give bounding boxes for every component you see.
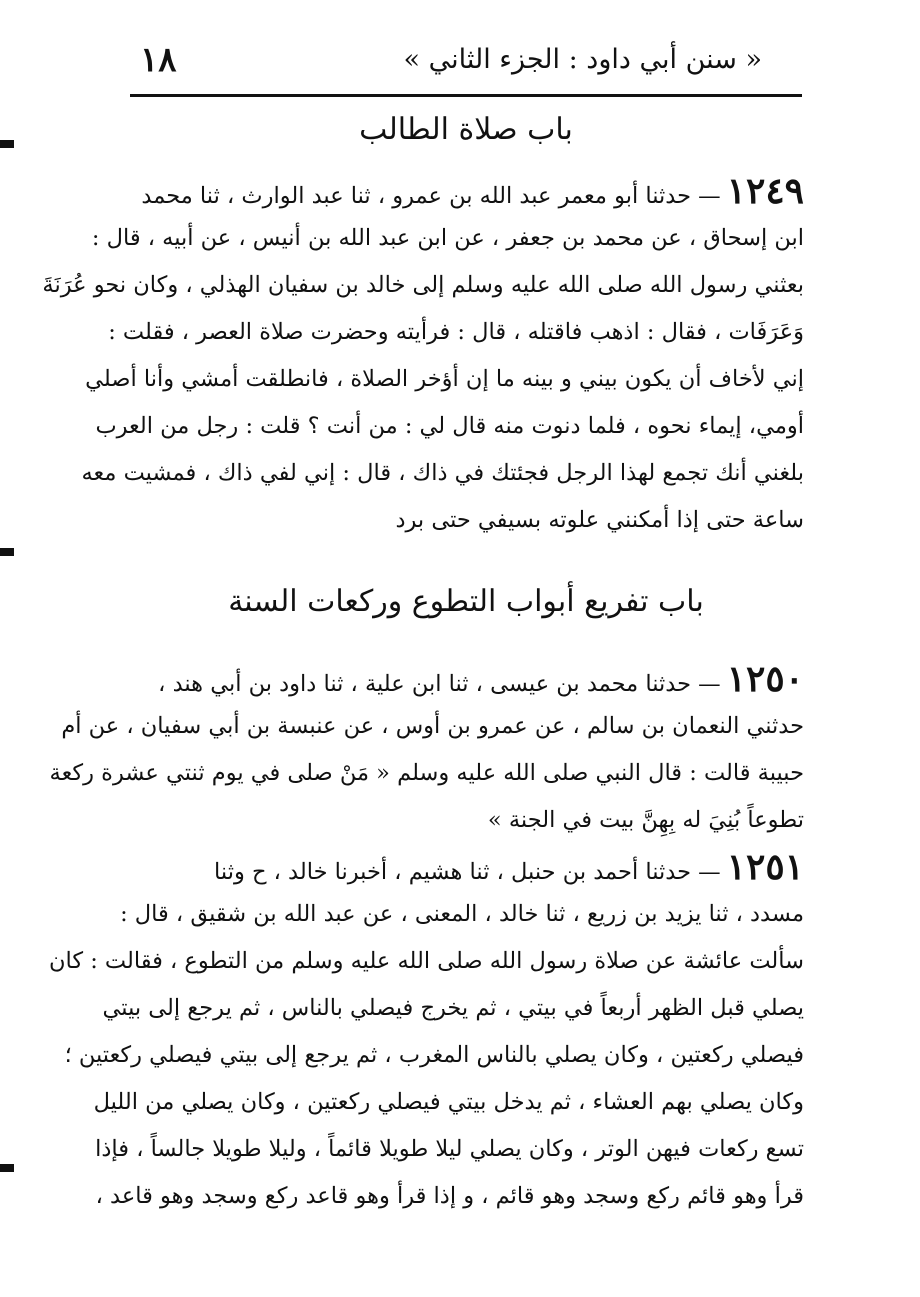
text-line: وكان يصلي بهم العشاء ، ثم يدخل بيتي فيصلي ركعتين ، وكان يصلي من الليل — [93, 1089, 804, 1115]
binding-mark — [0, 1164, 14, 1172]
hadith-line — [128, 168, 804, 215]
text-line: ساعة حتى إذا أمكنني علوته بسيفي حتى برد — [395, 507, 804, 533]
hadith-line — [128, 844, 804, 891]
hadith-number: ١٢٥١ — [726, 846, 804, 888]
section-title-seeker-prayer: باب صلاة الطالب — [359, 112, 573, 147]
text-line: أومي، إيماء نحوه ، فلما دنوت منه قال لي : من أنت ؟ قلت : رجل من العرب — [95, 413, 804, 439]
binding-mark — [0, 140, 14, 148]
hadith-number: ١٢٥٠ — [726, 658, 804, 700]
text-line: تسع ركعات فيهن الوتر ، وكان يصلي ليلا طويلا قائماً ، وليلا طويلا جالساً ، فإذا — [95, 1136, 804, 1162]
text-line: يصلي قبل الظهر أربعاً في بيتي ، ثم يخرج فيصلي بالناس ، ثم يرجع إلى بيتي — [102, 995, 804, 1021]
page-number: ١٨ — [140, 40, 177, 80]
text-line: إني لأخاف أن يكون بيني و بينه ما إن أؤخر الصلاة ، فانطلقت أمشي وأنا أصلي — [85, 366, 804, 392]
hadith-number: ١٢٤٩ — [726, 170, 804, 212]
text-line: ابن إسحاق ، عن محمد بن جعفر ، عن ابن عبد الله بن أنيس ، عن أبيه ، قال : — [91, 225, 804, 251]
text-line: قرأ وهو قائم ركع وسجد وهو قائم ، و إذا قرأ وهو قاعد ركع وسجد وهو قاعد ، — [95, 1183, 804, 1209]
section-title-voluntary-prayers: باب تفريع أبواب التطوع وركعات السنة — [228, 584, 704, 619]
text-line: سألت عائشة عن صلاة رسول الله صلى الله عليه وسلم من التطوع ، فقالت : كان — [48, 948, 804, 974]
text-line: وَعَرَفَات ، فقال : اذهب فاقتله ، قال : فرأيته وحضرت صلاة العصر ، فقلت : — [108, 319, 804, 345]
line-text: — حدثنا أبو معمر عبد الله بن عمرو ، ثنا عبد الوارث ، ثنا محمد — [141, 183, 721, 209]
text-line: بعثني رسول الله صلى الله عليه وسلم إلى خالد بن سفيان الهذلي ، وكان نحو عُرَنَةَ — [42, 272, 804, 298]
section-body-seeker-prayer — [42, 168, 804, 544]
hadith-line — [128, 656, 804, 703]
text-line: تطوعاً بُنِيَ له بِهِنَّ بيت في الجنة » — [487, 807, 804, 833]
line-text: — حدثنا أحمد بن حنبل ، ثنا هشيم ، أخبرنا خالد ، ح وثنا — [214, 859, 721, 885]
section-body-voluntary-prayers — [48, 656, 804, 1220]
running-title: « سنن أبي داود : الجزء الثاني » — [403, 44, 762, 75]
text-line: حدثني النعمان بن سالم ، عن عمرو بن أوس ، عن عنبسة بن أبي سفيان ، عن أم — [61, 713, 804, 739]
line-text: — حدثنا محمد بن عيسى ، ثنا ابن علية ، ثنا داود بن أبي هند ، — [158, 671, 721, 697]
text-line: بلغني أنك تجمع لهذا الرجل فجئتك في ذاك ، قال : إني لفي ذاك ، فمشيت معه — [81, 460, 804, 486]
text-line: مسدد ، ثنا يزيد بن زريع ، ثنا خالد ، المعنى ، عن عبد الله بن شقيق ، قال : — [120, 901, 804, 927]
text-line: فيصلي ركعتين ، وكان يصلي بالناس المغرب ، ثم يرجع إلى بيتي فيصلي ركعتين ؛ — [64, 1042, 804, 1068]
text-line: حبيبة قالت : قال النبي صلى الله عليه وسلم « مَنْ صلى في يوم ثنتي عشرة ركعة — [49, 760, 804, 786]
binding-mark — [0, 548, 14, 556]
page-header — [130, 38, 802, 97]
